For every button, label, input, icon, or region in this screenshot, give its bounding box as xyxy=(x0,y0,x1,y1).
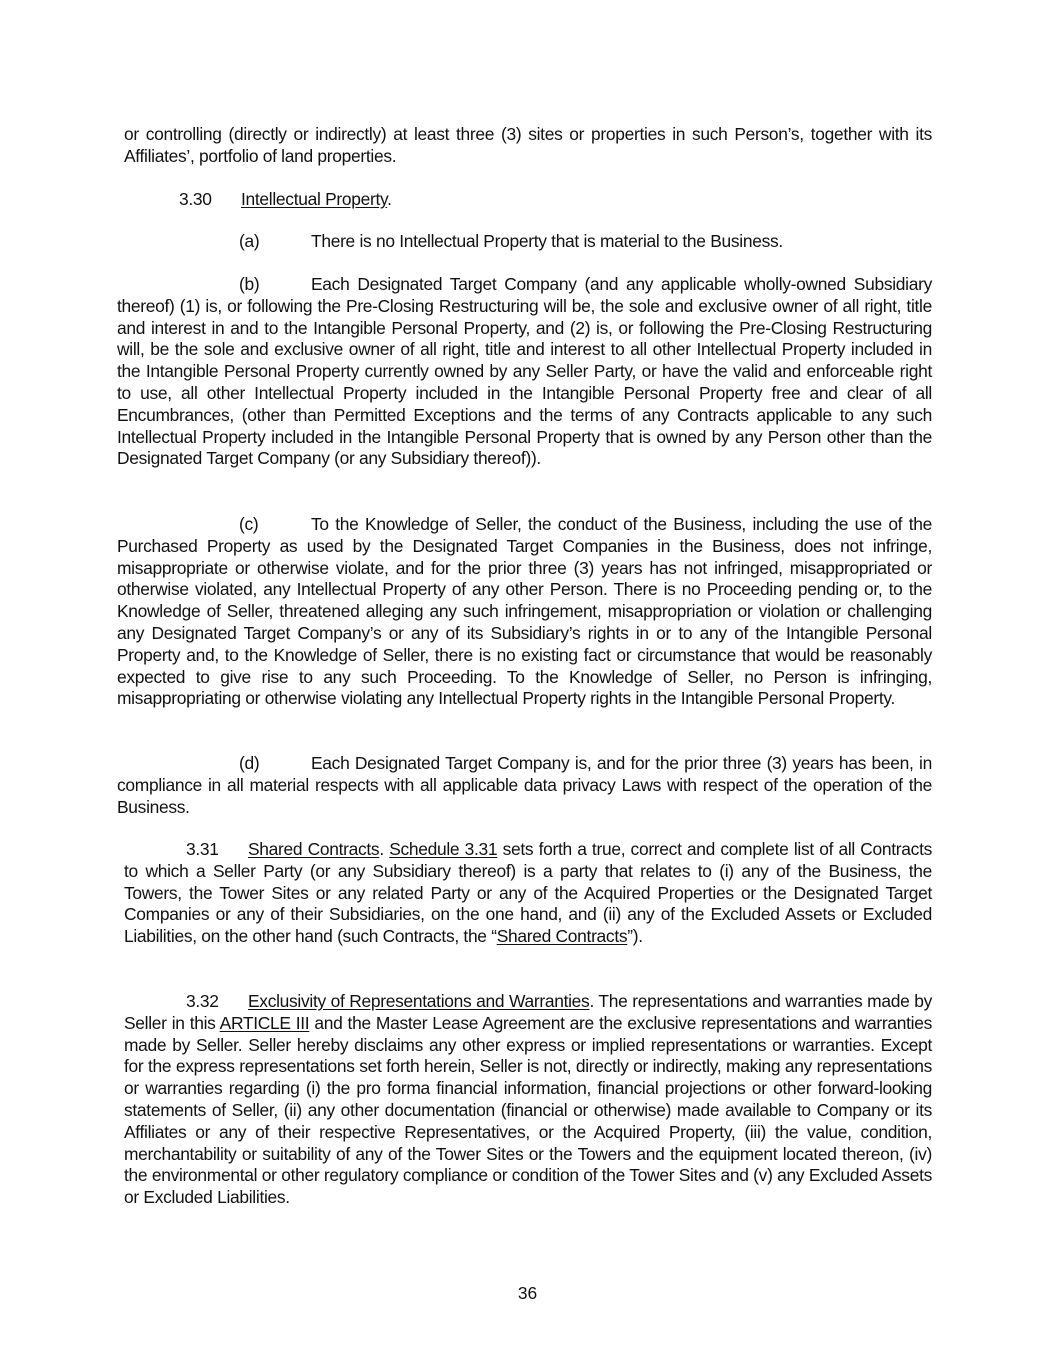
section-3-32 xyxy=(124,991,932,1209)
section-3-30-heading xyxy=(117,189,932,211)
paragraph-text: There is no Intellectual Property that is material to the Business. xyxy=(311,231,783,251)
section-title-end: . xyxy=(387,189,392,209)
defined-term: Shared Contracts xyxy=(496,926,628,947)
section-text: sets forth a true, correct and complete list of all Contracts to which a Seller Party (or any Subsidiary thereof) is a party that relates to (i) any of the Business, the Towers, the Tower Sites or any related Party or any of the Acquired Properties or the Designated Target Companies or any of their Subsidiaries, on the one hand, and (ii) any of the Excluded Assets or Excluded Liabilities, on the other hand (such Contracts, the “ xyxy=(124,839,932,947)
intro-text: or controlling (directly or indirectly) at least three (3) sites or properties in such Person’s, together with its Affiliates’, portfolio of land properties. xyxy=(124,124,932,166)
section-title: Intellectual Property xyxy=(241,189,388,209)
section-number: 3.30 xyxy=(179,189,212,209)
article-reference: ARTICLE III xyxy=(219,1012,310,1033)
paragraph-text: Each Designated Target Company (and any applicable wholly-owned Subsidiary thereof) (1) is, or following the Pre-Closing Restructuring will be, the sole and exclusive owner of all right, title and interest in and to the Intangible Personal Property, and (2) is, or following the Pre-Closing Restructuring will, be the sole and exclusive owner of all right, title and interest to all other Intellectual Property included in the Intangible Personal Property currently owned by any Seller Party, or have the valid and enforceable right to use, all other Intellectual Property included in the Intangible Personal Property free and clear of all Encumbrances, (other than Permitted Exceptions and the terms of any Contracts applicable to any such Intellectual Property included in the Intangible Personal Property that is owned by any Person other than the Designated Target Company (or any Subsidiary thereof)). xyxy=(117,274,932,469)
paragraph-3-30-d xyxy=(117,753,932,818)
section-separator: . The representations and warranties made by Seller in this xyxy=(124,991,932,1033)
schedule-reference: Schedule 3.31 xyxy=(389,839,498,859)
section-number: 3.31 xyxy=(186,839,219,859)
paragraph-label: (b) xyxy=(239,274,260,294)
paragraph-text: To the Knowledge of Seller, the conduct of the Business, including the use of the Purchased Property as used by the Designated Target Companies in the Business, does not infringe, misappropriate or otherwise violate, and for the prior three (3) years has not infringed, misappropriated or otherwise violated, any Intellectual Property of any other Person. There is no Proceeding pending or, to the Knowledge of Seller, threatened alleging any such infringement, misappropriation or violation or challenging any Designated Target Company’s or any of its Subsidiary’s rights in or to any of the Intangible Personal Property and, to the Knowledge of Seller, there is no existing fact or circumstance that would be reasonably expected to give rise to any such Proceeding. To the Knowledge of Seller, no Person is infringing, misappropriating or otherwise violating any Intellectual Property rights in the Intangible Personal Property. xyxy=(117,514,932,709)
section-3-31 xyxy=(124,839,932,948)
paragraph-label: (d) xyxy=(239,753,260,773)
section-title: Exclusivity of Representations and Warranties xyxy=(248,991,590,1011)
page-number: 36 xyxy=(517,1283,538,1303)
section-text-end: ”). xyxy=(627,926,643,947)
paragraph-text: Each Designated Target Company is, and for the prior three (3) years has been, in compliance in all material respects with all applicable data privacy Laws with respect of the operation of the Business. xyxy=(117,753,932,817)
paragraph-3-30-b xyxy=(117,274,932,470)
intro-paragraph xyxy=(124,124,932,168)
section-separator: . xyxy=(379,839,390,859)
section-title: Shared Contracts xyxy=(248,839,380,859)
section-number: 3.32 xyxy=(186,991,219,1011)
paragraph-label: (a) xyxy=(239,231,260,251)
paragraph-label: (c) xyxy=(239,514,259,534)
section-text: and the Master Lease Agreement are the exclusive representations and warranties made by Seller. Seller hereby disclaims any other express or implied representations or warranties. Except for the express representations set forth herein, Seller is not, directly or indirectly, making any representations or warranties regarding (i) the pro forma financial information, financial projections or other forward-looking statements of Seller, (ii) any other documentation (financial or otherwise) made available to Company or its Affiliates or any of their respective Representatives, or the Acquired Property, (iii) the value, condition, merchantability or suitability of any of the Tower Sites or the Towers and the equipment located thereon, (iv) the environmental or other regulatory compliance or condition of the Tower Sites and (v) any Excluded Assets or Excluded Liabilities. xyxy=(124,1012,932,1208)
paragraph-3-30-a xyxy=(117,231,932,253)
paragraph-3-30-c xyxy=(117,514,932,710)
